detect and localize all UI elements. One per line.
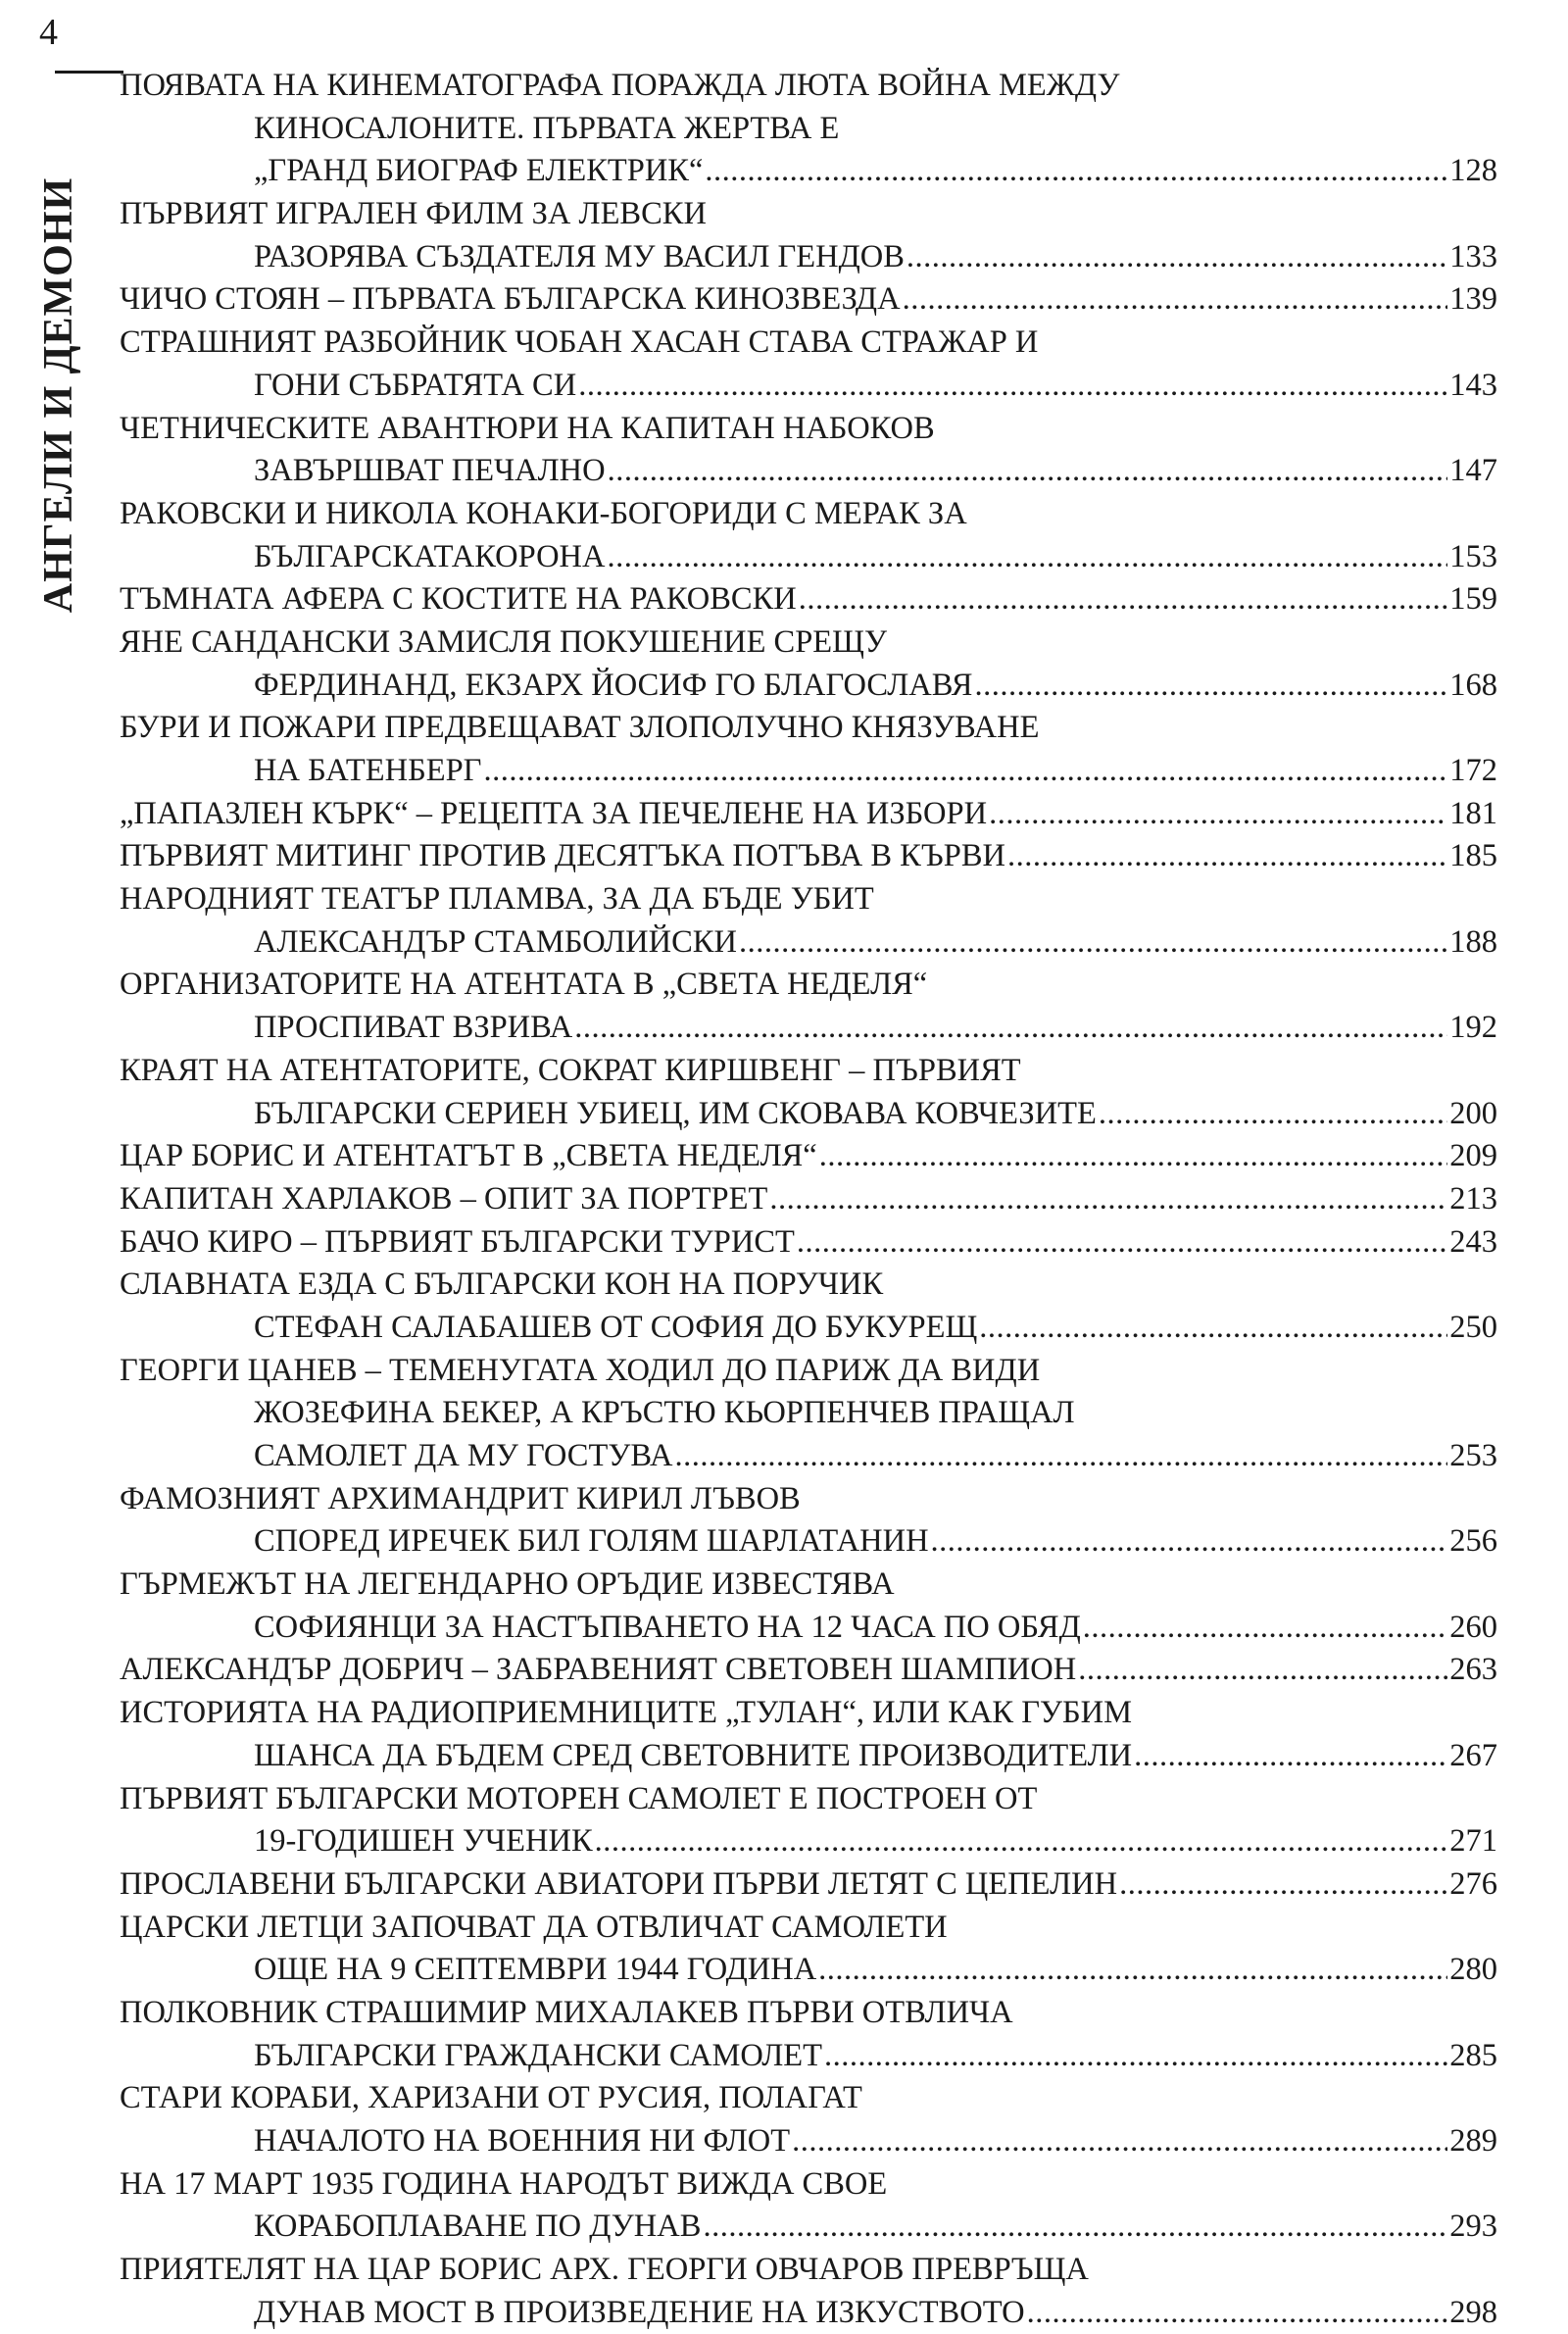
toc-dot-leader [818, 1949, 1447, 1992]
toc-page-number: 289 [1449, 2123, 1497, 2159]
toc-entry [120, 1692, 1497, 1777]
toc-dot-leader [1078, 1649, 1447, 1692]
toc-line-text: БЪЛГАРСКАТАКОРОНА [254, 538, 606, 574]
toc-page-number: 133 [1449, 238, 1497, 274]
toc-line-text: НА 17 МАРТ 1935 ГОДИНА НАРОДЪТ ВИЖДА СВОЕ [120, 2165, 888, 2202]
toc-dot-leader [705, 150, 1447, 193]
toc-dot-leader [974, 665, 1447, 708]
toc-line [120, 365, 1497, 408]
toc-dot-leader [608, 536, 1448, 579]
toc-line-text: БАЧО КИРО – ПЪРВИЯТ БЪЛГАРСКИ ТУРИСТ [120, 1223, 795, 1260]
toc-line [120, 2077, 1497, 2120]
toc-line [120, 108, 1497, 151]
toc-dot-leader [674, 1435, 1447, 1478]
toc-dot-leader [483, 750, 1447, 793]
toc-line [120, 878, 1497, 921]
toc-line-text: ЧИЧО СТОЯН – ПЪРВАТА БЪЛГАРСКА КИНОЗВЕЗДА [120, 281, 901, 318]
toc-line [120, 1863, 1497, 1907]
toc-entry [120, 835, 1497, 878]
page-number: 4 [39, 12, 58, 53]
toc-line [120, 1735, 1497, 1778]
toc-entry [120, 193, 1497, 278]
toc-line [120, 921, 1497, 965]
toc-entry [120, 621, 1497, 707]
toc-page-number: 192 [1449, 1010, 1497, 1046]
toc-line [120, 1692, 1497, 1735]
toc-line [120, 707, 1497, 750]
toc-line-text: НА БАТЕНБЕРГ [254, 753, 482, 788]
toc-page-number: 181 [1449, 795, 1497, 831]
toc-dot-leader [903, 278, 1448, 322]
toc-line [120, 2120, 1497, 2163]
toc-page-number: 147 [1449, 453, 1497, 489]
toc-line-text: ФЕРДИНАНД, ЕКЗАРХ ЙОСИФ ГО БЛАГОСЛАВЯ [254, 667, 973, 703]
header-rule [55, 71, 123, 74]
toc-dot-leader [1083, 1607, 1447, 1650]
toc-entry [120, 1992, 1497, 2077]
toc-entry [120, 707, 1497, 792]
toc-line [120, 65, 1497, 108]
toc-page-number: 280 [1449, 1952, 1497, 1988]
toc-entry [120, 878, 1497, 964]
toc-line [120, 1135, 1497, 1178]
toc-page-number: 285 [1449, 2037, 1497, 2073]
toc-line [120, 2206, 1497, 2249]
toc-entry [120, 1649, 1497, 1692]
toc-line [120, 1949, 1497, 1992]
running-title: АНГЕЛИ И ДЕМОНИ [36, 176, 81, 613]
toc-line-text: ПЪРВИЯТ БЪЛГАРСКИ МОТОРЕН САМОЛЕТ Е ПОСТРОЕН ОТ [120, 1780, 1038, 1816]
toc-line-text: РАЗОРЯВА СЪЗДАТЕЛЯ МУ ВАСИЛ ГЕНДОВ [254, 238, 905, 274]
toc-line-text: СЛАВНАТА ЕЗДА С БЪЛГАРСКИ КОН НА ПОРУЧИК [120, 1266, 884, 1303]
toc-line [120, 665, 1497, 708]
toc-entry [120, 1478, 1497, 1564]
toc-page-number: 159 [1449, 581, 1497, 618]
toc-line [120, 322, 1497, 365]
toc-entry [120, 1178, 1497, 1221]
toc-page-number: 172 [1449, 753, 1497, 788]
toc-line-text: СТРАШНИЯТ РАЗБОЙНИК ЧОБАН ХАСАН СТАВА СТРАЖАР И [120, 324, 1039, 361]
toc-line-text: ТЪМНАТА АФЕРА С КОСТИТЕ НА РАКОВСКИ [120, 581, 797, 618]
toc-line-text: ОРГАНИЗАТОРИТЕ НА АТЕНТАТА В „СВЕТА НЕДЕЛЯ“ [120, 967, 928, 1003]
toc-page-number: 263 [1449, 1652, 1497, 1688]
toc-entry [120, 578, 1497, 621]
toc-page-number: 271 [1449, 1823, 1497, 1860]
toc-page-number: 253 [1449, 1438, 1497, 1473]
toc-entry [120, 964, 1497, 1049]
toc-line [120, 2035, 1497, 2078]
toc-line-text: ИСТОРИЯТА НА РАДИОПРИЕМНИЦИТЕ „ТУЛАН“, ИЛИ КАК ГУБИМ [120, 1695, 1133, 1731]
toc-entry [120, 322, 1497, 407]
toc-line [120, 493, 1497, 536]
toc-entry [120, 1050, 1497, 1135]
toc-entry [120, 2249, 1497, 2334]
toc-line-text: ШАНСА ДА БЪДЕМ СРЕД СВЕТОВНИТЕ ПРОИЗВОДИТЕЛИ [254, 1737, 1133, 1773]
toc-line-text: ЦАР БОРИС И АТЕНТАТЪТ В „СВЕТА НЕДЕЛЯ“ [120, 1138, 817, 1174]
table-of-contents [120, 65, 1497, 2334]
toc-line-text: „ПАПАЗЛЕН КЪРК“ – РЕЦЕПТА ЗА ПЕЧЕЛЕНЕ НА ИЗБОРИ [120, 795, 988, 831]
toc-entry [120, 1863, 1497, 1907]
toc-line-text: КАПИТАН ХАРЛАКОВ – ОПИТ ЗА ПОРТРЕТ [120, 1180, 768, 1217]
toc-line [120, 536, 1497, 579]
toc-dot-leader [797, 1221, 1447, 1265]
toc-dot-leader [739, 921, 1447, 965]
toc-line-text: ЖОЗЕФИНА БЕКЕР, А КРЪСТЮ КЬОРПЕНЧЕВ ПРАЩАЛ [254, 1395, 1075, 1431]
toc-entry [120, 793, 1497, 836]
toc-line-text: ПРИЯТЕЛЯТ НА ЦАР БОРИС АРХ. ГЕОРГИ ОВЧАРОВ ПРЕВРЪЩА [120, 2252, 1089, 2288]
toc-page-number: 256 [1449, 1523, 1497, 1560]
toc-line [120, 1649, 1497, 1692]
toc-line-text: ЗАВЪРШВАТ ПЕЧАЛНО [254, 453, 606, 489]
toc-line-text: ПЪРВИЯТ ИГРАЛЕН ФИЛМ ЗА ЛЕВСКИ [120, 196, 707, 232]
toc-dot-leader [819, 1135, 1448, 1178]
toc-line-text: ГЕОРГИ ЦАНЕВ – ТЕМЕНУГАТА ХОДИЛ ДО ПАРИЖ ДА ВИДИ [120, 1352, 1041, 1388]
toc-entry [120, 278, 1497, 322]
toc-page-number: 243 [1449, 1223, 1497, 1260]
toc-entry [120, 1778, 1497, 1863]
toc-page-number: 139 [1449, 281, 1497, 318]
toc-line-text: ЦАРСКИ ЛЕТЦИ ЗАПОЧВАТ ДА ОТВЛИЧАТ САМОЛЕТИ [120, 1909, 948, 1945]
toc-entry [120, 65, 1497, 193]
toc-line-text: ЧЕТНИЧЕСКИТЕ АВАНТЮРИ НА КАПИТАН НАБОКОВ [120, 410, 935, 446]
toc-line-text: СПОРЕД ИРЕЧЕК БИЛ ГОЛЯМ ШАРЛАТАНИН [254, 1523, 929, 1560]
toc-line [120, 621, 1497, 665]
toc-line [120, 1607, 1497, 1650]
toc-line-text: СОФИЯНЦИ ЗА НАСТЪПВАНЕТО НА 12 ЧАСА ПО ОБЯД [254, 1609, 1081, 1645]
toc-line-text: ОЩЕ НА 9 СЕПТЕМВРИ 1944 ГОДИНА [254, 1952, 817, 1988]
toc-page-number: 209 [1449, 1138, 1497, 1174]
toc-line [120, 1350, 1497, 1393]
toc-dot-leader [574, 1007, 1447, 1050]
toc-line-text: ФАМОЗНИЯТ АРХИМАНДРИТ КИРИЛ ЛЪВОВ [120, 1480, 801, 1516]
toc-page-number: 185 [1449, 838, 1497, 874]
toc-line-text: ГОНИ СЪБРАТЯТА СИ [254, 367, 577, 403]
toc-line [120, 793, 1497, 836]
toc-dot-leader [989, 793, 1447, 836]
toc-dot-leader [1007, 835, 1447, 878]
toc-line-text: НАРОДНИЯТ ТЕАТЪР ПЛАМВА, ЗА ДА БЪДЕ УБИТ [120, 881, 874, 918]
toc-line-text: ГЪРМЕЖЪТ НА ЛЕГЕНДАРНО ОРЪДИЕ ИЗВЕСТЯВА [120, 1566, 895, 1603]
toc-page-number: 260 [1449, 1609, 1497, 1645]
toc-line [120, 408, 1497, 451]
toc-line-text: 19-ГОДИШЕН УЧЕНИК [254, 1823, 593, 1860]
toc-line-text: ПЪРВИЯТ МИТИНГ ПРОТИВ ДЕСЯТЪКА ПОТЪВА В КЪРВИ [120, 838, 1005, 874]
toc-line-text: ДУНАВ МОСТ В ПРОИЗВЕДЕНИЕ НА ИЗКУСТВОТО [254, 2294, 1025, 2330]
toc-page-number: 200 [1449, 1095, 1497, 1131]
toc-page-number: 213 [1449, 1180, 1497, 1217]
toc-line [120, 1520, 1497, 1564]
toc-entry [120, 1907, 1497, 1992]
toc-line [120, 2292, 1497, 2334]
toc-entry [120, 1264, 1497, 1349]
toc-entry [120, 1221, 1497, 1265]
toc-line [120, 1778, 1497, 1821]
toc-page-number: 128 [1449, 153, 1497, 189]
toc-dot-leader [1134, 1735, 1447, 1778]
toc-line [120, 1392, 1497, 1435]
toc-dot-leader [906, 236, 1447, 279]
toc-line-text: ПОЯВАТА НА КИНЕМАТОГРАФА ПОРАЖДА ЛЮТА ВОЙНА МЕЖДУ [120, 68, 1120, 103]
toc-dot-leader [769, 1178, 1447, 1221]
toc-line-text: СТАРИ КОРАБИ, ХАРИЗАНИ ОТ РУСИЯ, ПОЛАГАТ [120, 2080, 862, 2116]
toc-page-number: 168 [1449, 667, 1497, 703]
toc-dot-leader [792, 2120, 1447, 2163]
toc-entry [120, 1135, 1497, 1178]
toc-line-text: КИНОСАЛОНИТЕ. ПЪРВАТА ЖЕРТВА Е [254, 110, 840, 146]
toc-line [120, 835, 1497, 878]
toc-dot-leader [824, 2035, 1447, 2078]
toc-dot-leader [608, 450, 1448, 493]
toc-entry [120, 493, 1497, 578]
toc-dot-leader [703, 2206, 1447, 2249]
toc-line-text: АЛЕКСАНДЪР ДОБРИЧ – ЗАБРАВЕНИЯТ СВЕТОВЕН ШАМПИОН [120, 1652, 1077, 1688]
toc-line-text: НАЧАЛОТО НА ВОЕННИЯ НИ ФЛОТ [254, 2123, 791, 2159]
toc-line [120, 450, 1497, 493]
toc-line [120, 2249, 1497, 2292]
toc-page-number: 276 [1449, 1865, 1497, 1902]
toc-dot-leader [799, 578, 1448, 621]
toc-line-text: ПРОСПИВАТ ВЗРИВА [254, 1010, 573, 1046]
toc-line-text: БЪЛГАРСКИ СЕРИЕН УБИЕЦ, ИМ СКОВАВА КОВЧЕЗИТЕ [254, 1095, 1097, 1131]
toc-dot-leader [1027, 2292, 1448, 2334]
toc-line-text: БЪЛГАРСКИ ГРАЖДАНСКИ САМОЛЕТ [254, 2037, 822, 2073]
toc-line [120, 1050, 1497, 1093]
toc-page-number: 250 [1449, 1309, 1497, 1345]
toc-line [120, 1435, 1497, 1478]
toc-page-number: 293 [1449, 2209, 1497, 2245]
toc-line-text: РАКОВСКИ И НИКОЛА КОНАКИ-БОГОРИДИ С МЕРАК ЗА [120, 495, 967, 531]
toc-line-text: ЯНЕ САНДАНСКИ ЗАМИСЛЯ ПОКУШЕНИЕ СРЕЩУ [120, 623, 887, 660]
toc-line [120, 1307, 1497, 1350]
toc-entry [120, 408, 1497, 493]
toc-line [120, 964, 1497, 1007]
toc-page-number: 188 [1449, 923, 1497, 960]
toc-page-number: 153 [1449, 538, 1497, 574]
toc-line [120, 1093, 1497, 1136]
toc-line [120, 750, 1497, 793]
toc-line [120, 193, 1497, 236]
toc-entry [120, 1350, 1497, 1478]
toc-entry [120, 2077, 1497, 2162]
toc-line [120, 1820, 1497, 1863]
toc-line-text: ПРОСЛАВЕНИ БЪЛГАРСКИ АВИАТОРИ ПЪРВИ ЛЕТЯТ С ЦЕПЕЛИН [120, 1865, 1118, 1902]
toc-line-text: АЛЕКСАНДЪР СТАМБОЛИЙСКИ [254, 923, 737, 960]
running-title-container [29, 123, 88, 667]
toc-page-number: 298 [1449, 2294, 1497, 2330]
toc-line [120, 1221, 1497, 1265]
toc-line [120, 1907, 1497, 1950]
toc-line [120, 150, 1497, 193]
toc-line [120, 278, 1497, 322]
toc-line [120, 1007, 1497, 1050]
toc-line-text: КОРАБОПЛАВАНЕ ПО ДУНАВ [254, 2209, 702, 2245]
toc-dot-leader [979, 1307, 1447, 1350]
toc-line [120, 1178, 1497, 1221]
toc-page-number: 267 [1449, 1737, 1497, 1773]
toc-line-text: САМОЛЕТ ДА МУ ГОСТУВА [254, 1438, 673, 1473]
toc-line [120, 1478, 1497, 1521]
toc-entry [120, 2163, 1497, 2249]
toc-line-text: „ГРАНД БИОГРАФ ЕЛЕКТРИК“ [254, 153, 704, 189]
toc-line-text: ПОЛКОВНИК СТРАШИМИР МИХАЛАКЕВ ПЪРВИ ОТВЛИЧА [120, 1994, 1013, 2030]
toc-line-text: БУРИ И ПОЖАРИ ПРЕДВЕЩАВАТ ЗЛОПОЛУЧНО КНЯЗУВАНЕ [120, 710, 1040, 746]
toc-page-number: 143 [1449, 367, 1497, 403]
toc-line [120, 1992, 1497, 2035]
toc-dot-leader [578, 365, 1447, 408]
toc-line-text: СТЕФАН САЛАБАШЕВ ОТ СОФИЯ ДО БУКУРЕЩ [254, 1309, 978, 1345]
toc-line-text: КРАЯТ НА АТЕНТАТОРИТЕ, СОКРАТ КИРШВЕНГ – ПЪРВИЯТ [120, 1052, 1021, 1088]
toc-line [120, 1564, 1497, 1607]
toc-line [120, 578, 1497, 621]
toc-line [120, 236, 1497, 279]
toc-line [120, 2163, 1497, 2207]
toc-dot-leader [1119, 1863, 1447, 1907]
toc-line [120, 1264, 1497, 1307]
toc-dot-leader [1099, 1093, 1447, 1136]
toc-dot-leader [931, 1520, 1448, 1564]
toc-entry [120, 1564, 1497, 1649]
toc-dot-leader [595, 1820, 1448, 1863]
